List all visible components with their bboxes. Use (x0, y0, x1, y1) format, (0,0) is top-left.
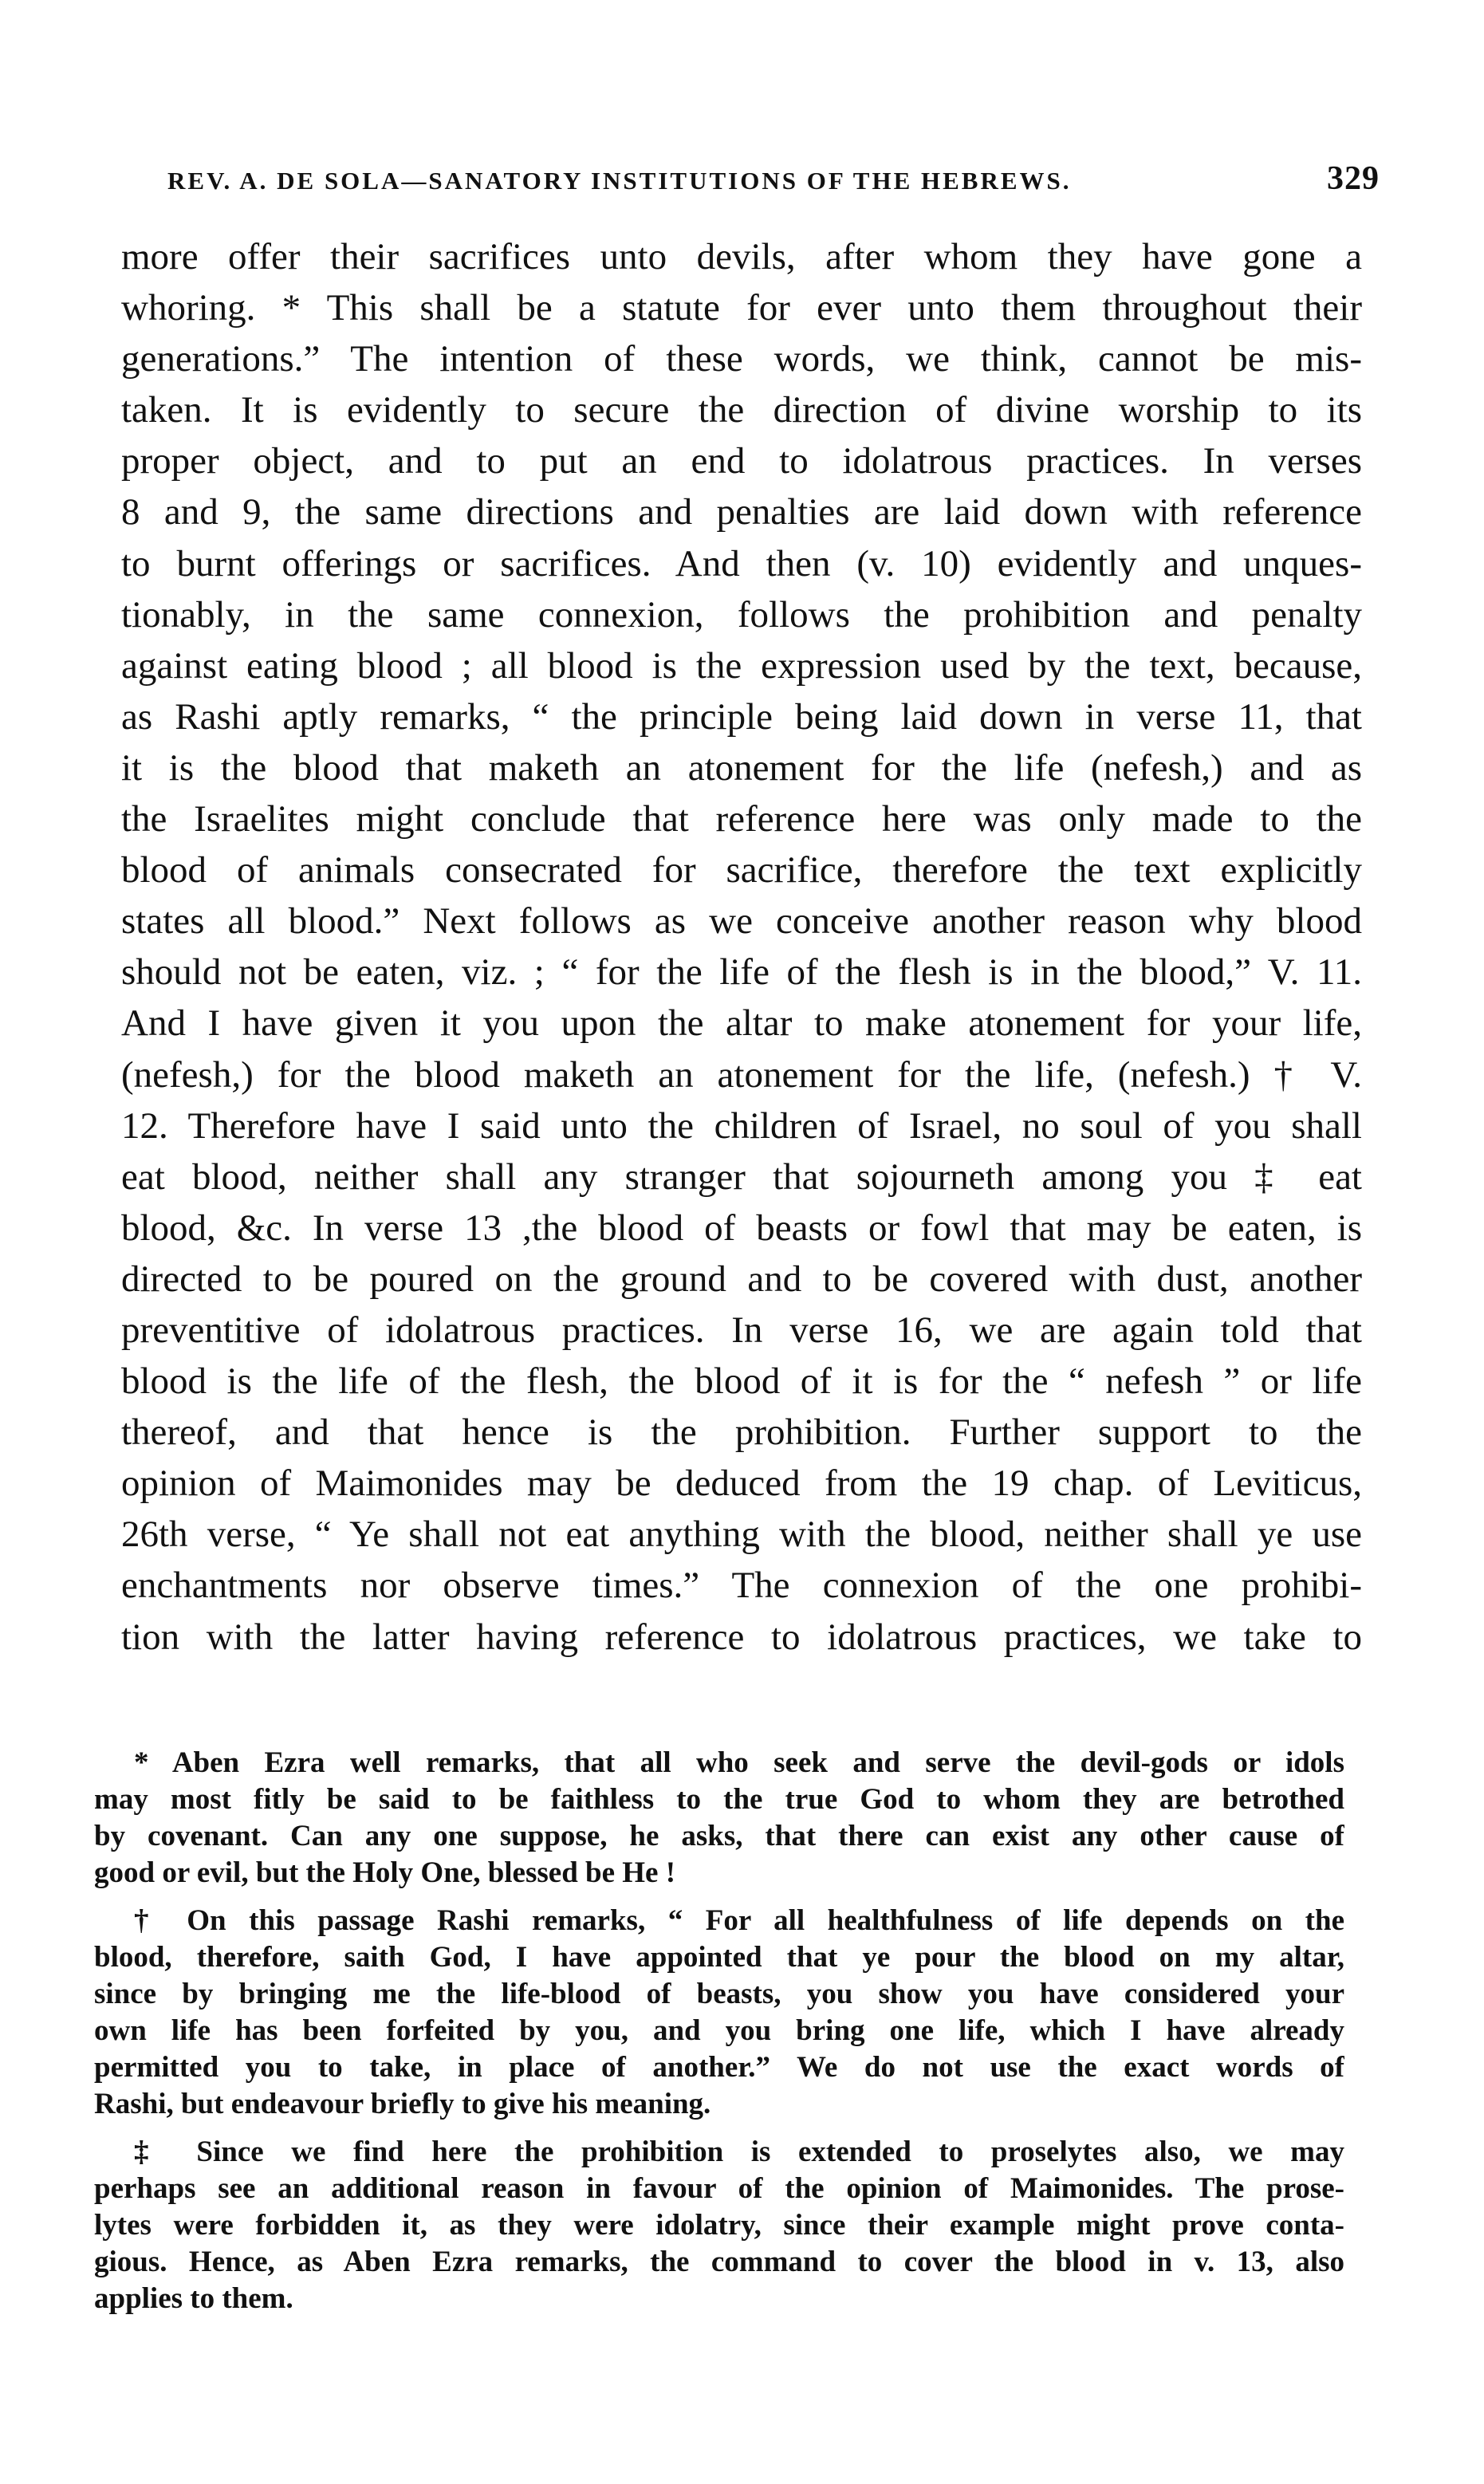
footnote-dagger (94, 1903, 1344, 2123)
page-header (167, 159, 1380, 199)
footnote-line: by covenant. Can any one suppose, he asks, that there can exist any other cause of (94, 1820, 1344, 1852)
body-line: the Israelites might conclude that reference here was only made to the (121, 798, 1362, 840)
body-line: should not be eaten, viz. ; “ for the life of the flesh is in the blood,” V. 11. (121, 951, 1362, 994)
page-number: 329 (1327, 160, 1380, 197)
body-line: taken. It is evidently to secure the direction of divine worship to its (121, 389, 1362, 431)
footnote-line: * Aben Ezra well remarks, that all who seek and serve the devil-gods or idols (134, 1746, 1344, 1779)
body-line: enchantments nor observe times.” The connexion of the one prohibi- (121, 1565, 1362, 1607)
body-line: (nefesh,) for the blood maketh an atonement for the life, (nefesh.) † V. (121, 1053, 1362, 1096)
footnote-line: Rashi, but endeavour briefly to give his meaning. (94, 2088, 711, 2120)
footnote-line: permitted you to take, in place of another.” We do not use the exact words of (94, 2051, 1344, 2084)
footnote-line: applies to them. (94, 2282, 293, 2315)
body-line: generations.” The intention of these words, we think, cannot be mis- (121, 338, 1362, 380)
body-line: directed to be poured on the ground and to be covered with dust, another (121, 1258, 1362, 1300)
footnote-asterisk (94, 1745, 1344, 1892)
footnote-line: blood, therefore, saith God, I have appointed that ye pour the blood on my altar, (94, 1941, 1344, 1974)
body-line: to burnt offerings or sacrifices. And then (v. 10) evidently and unques- (121, 542, 1362, 585)
body-line: eat blood, neither shall any stranger that sojourneth among you ‡ eat (121, 1155, 1362, 1198)
body-line: thereof, and that hence is the prohibition. Further support to the (121, 1411, 1362, 1454)
body-line: against eating blood ; all blood is the expression used by the text, because, (121, 644, 1362, 687)
footnote-line: perhaps see an additional reason in favour of the opinion of Maimonides. The prose- (94, 2172, 1344, 2205)
body-line: as Rashi aptly remarks, “ the principle being laid down in verse 11, that (121, 695, 1362, 738)
footnotes (94, 1745, 1344, 2329)
footnote-double-dagger (94, 2134, 1344, 2317)
body-line: tionably, in the same connexion, follows the prohibition and penalty (121, 593, 1362, 636)
footnote-line: good or evil, but the Holy One, blessed be He ! (94, 1856, 676, 1889)
body-line: blood is the life of the flesh, the blood of it is for the “ nefesh ” or life (121, 1360, 1362, 1403)
body-line: 8 and 9, the same directions and penalties are laid down with reference (121, 491, 1362, 533)
body-line: tion with the latter having reference to idolatrous practices, we take to (121, 1616, 1362, 1658)
body-line: more offer their sacrifices unto devils, after whom they have gone a (121, 236, 1362, 278)
body-line: 26th verse, “ Ye shall not eat anything with the blood, neither shall ye use (121, 1514, 1362, 1556)
footnote-line: gious. Hence, as Aben Ezra remarks, the command to cover the blood in v. 13, also (94, 2246, 1344, 2278)
body-line: it is the blood that maketh an atonement for the life (nefesh,) and as (121, 746, 1362, 789)
body-line: And I have given it you upon the altar to make atonement for your life, (121, 1002, 1362, 1045)
footnote-line: own life has been forfeited by you, and you bring one life, which I have already (94, 2014, 1344, 2047)
footnote-line: ‡ Since we find here the prohibition is extended to proselytes also, we may (134, 2136, 1344, 2168)
body-line: 12. Therefore have I said unto the children of Israel, no soul of you shall (121, 1104, 1362, 1147)
body-line: states all blood.” Next follows as we conceive another reason why blood (121, 900, 1362, 943)
body-line: whoring. * This shall be a statute for ever unto them throughout their (121, 287, 1362, 329)
footnote-line: may most fitly be said to be faithless to the true God to whom they are betrothed (94, 1783, 1344, 1816)
body-line: blood of animals consecrated for sacrifice, therefore the text explicitly (121, 849, 1362, 892)
body-line: opinion of Maimonides may be deduced from the 19 chap. of Leviticus, (121, 1462, 1362, 1505)
body-line: blood, &c. In verse 13 ,the blood of beasts or fowl that may be eaten, is (121, 1207, 1362, 1249)
footnote-line: since by bringing me the life-blood of beasts, you show you have considered your (94, 1978, 1344, 2010)
footnote-line: lytes were forbidden it, as they were idolatry, since their example might prove conta- (94, 2209, 1344, 2242)
body-line: preventitive of idolatrous practices. In verse 16, we are again told that (121, 1309, 1362, 1351)
footnote-line: † On this passage Rashi remarks, “ For all healthfulness of life depends on the (134, 1904, 1344, 1937)
body-line: proper object, and to put an end to idolatrous practices. In verses (121, 440, 1362, 482)
body-text (121, 231, 1362, 1663)
running-head: REV. A. DE SOLA—SANATORY INSTITUTIONS OF THE HEBREWS. (167, 167, 1072, 195)
